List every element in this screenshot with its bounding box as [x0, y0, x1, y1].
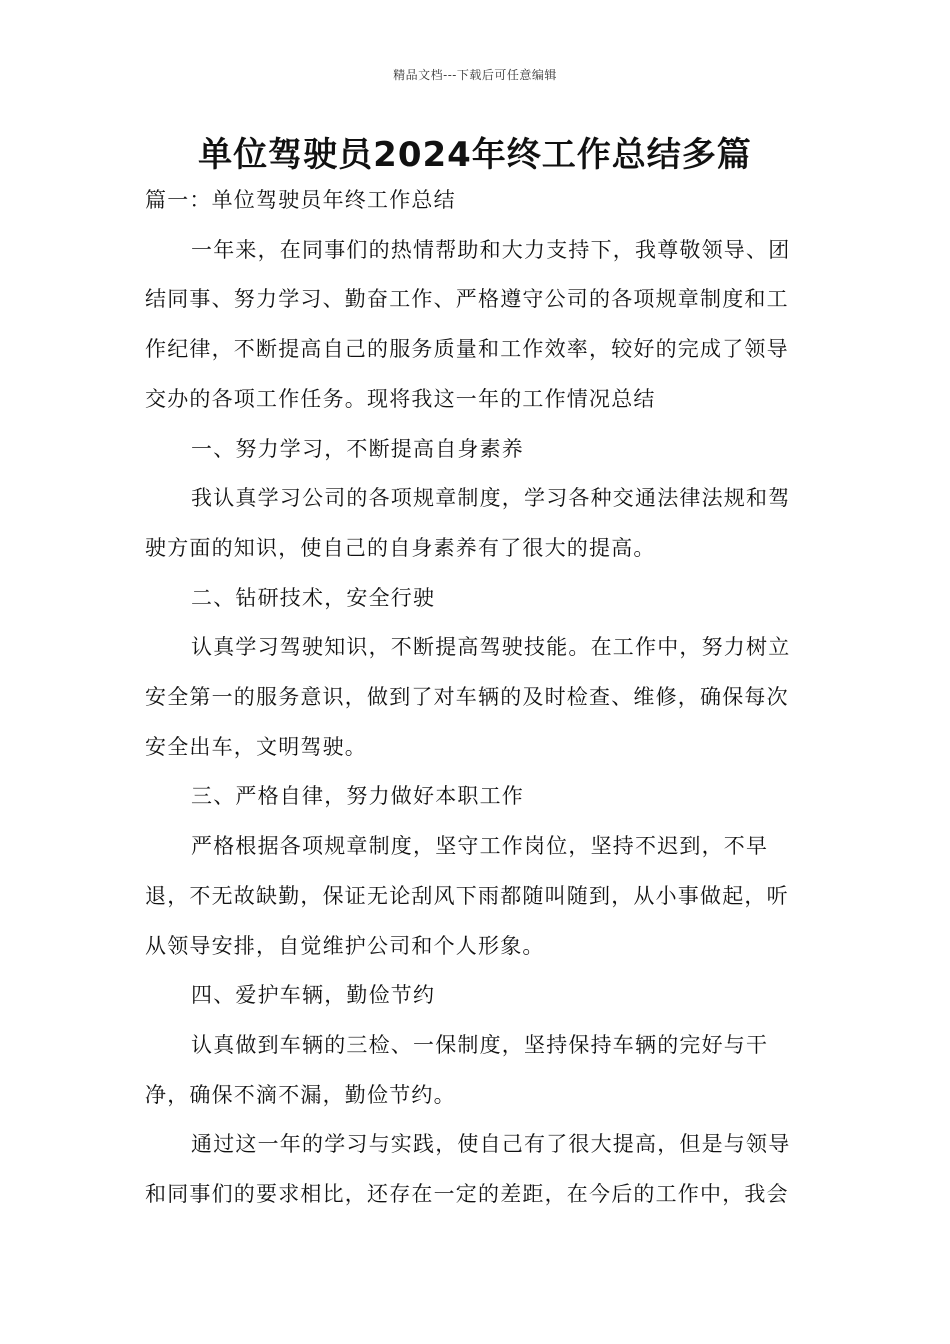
- paragraph-intro: 一年来，在同事们的热情帮助和大力支持下，我尊敬领导、团结同事、努力学习、勤奋工作、严格遵守公司的各项规章制度和工作纪律，不断提高自己的服务质量和工作效率，较好的完成了领导交办的各项工作任务。现将我这一年的工作情况总结: [145, 237, 791, 411]
- paragraph-conclusion: 通过这一年的学习与实践，使自己有了很大提高，但是与领导和同事们的要求相比，还存在一定的差距，在今后的工作中，我会: [145, 1132, 791, 1207]
- subheading-study: 一、努力学习，不断提高自身素养: [191, 436, 524, 461]
- subheading-vehicle-care: 四、爱护车辆，勤俭节约: [191, 983, 436, 1008]
- subheading-discipline: 三、严格自律，努力做好本职工作: [191, 784, 524, 809]
- subheading-technique: 二、钻研技术，安全行驶: [191, 585, 436, 610]
- paragraph-technique: 认真学习驾驶知识，不断提高驾驶技能。在工作中，努力树立安全第一的服务意识，做到了对车辆的及时检查、维修，确保每次安全出车，文明驾驶。: [145, 635, 791, 759]
- paragraph-study: 我认真学习公司的各项规章制度，学习各种交通法律法规和驾驶方面的知识，使自己的自身素养有了很大的提高。: [145, 486, 791, 560]
- paragraph-discipline: 严格根据各项规章制度，坚守工作岗位，坚持不迟到，不早退，不无故缺勤，保证无论刮风下雨都随叫随到，从小事做起，听从领导安排，自觉维护公司和个人形象。: [145, 834, 789, 958]
- document-title: 单位驾驶员2024年终工作总结多篇: [198, 135, 752, 175]
- section-heading: 篇一：单位驾驶员年终工作总结: [145, 188, 456, 212]
- header-note: 精品文档---下载后可任意编辑: [393, 68, 557, 82]
- paragraph-vehicle-care: 认真做到车辆的三检、一保制度，坚持保持车辆的完好与干净，确保不滴不漏，勤俭节约。: [145, 1032, 769, 1107]
- document-body: [145, 176, 810, 1220]
